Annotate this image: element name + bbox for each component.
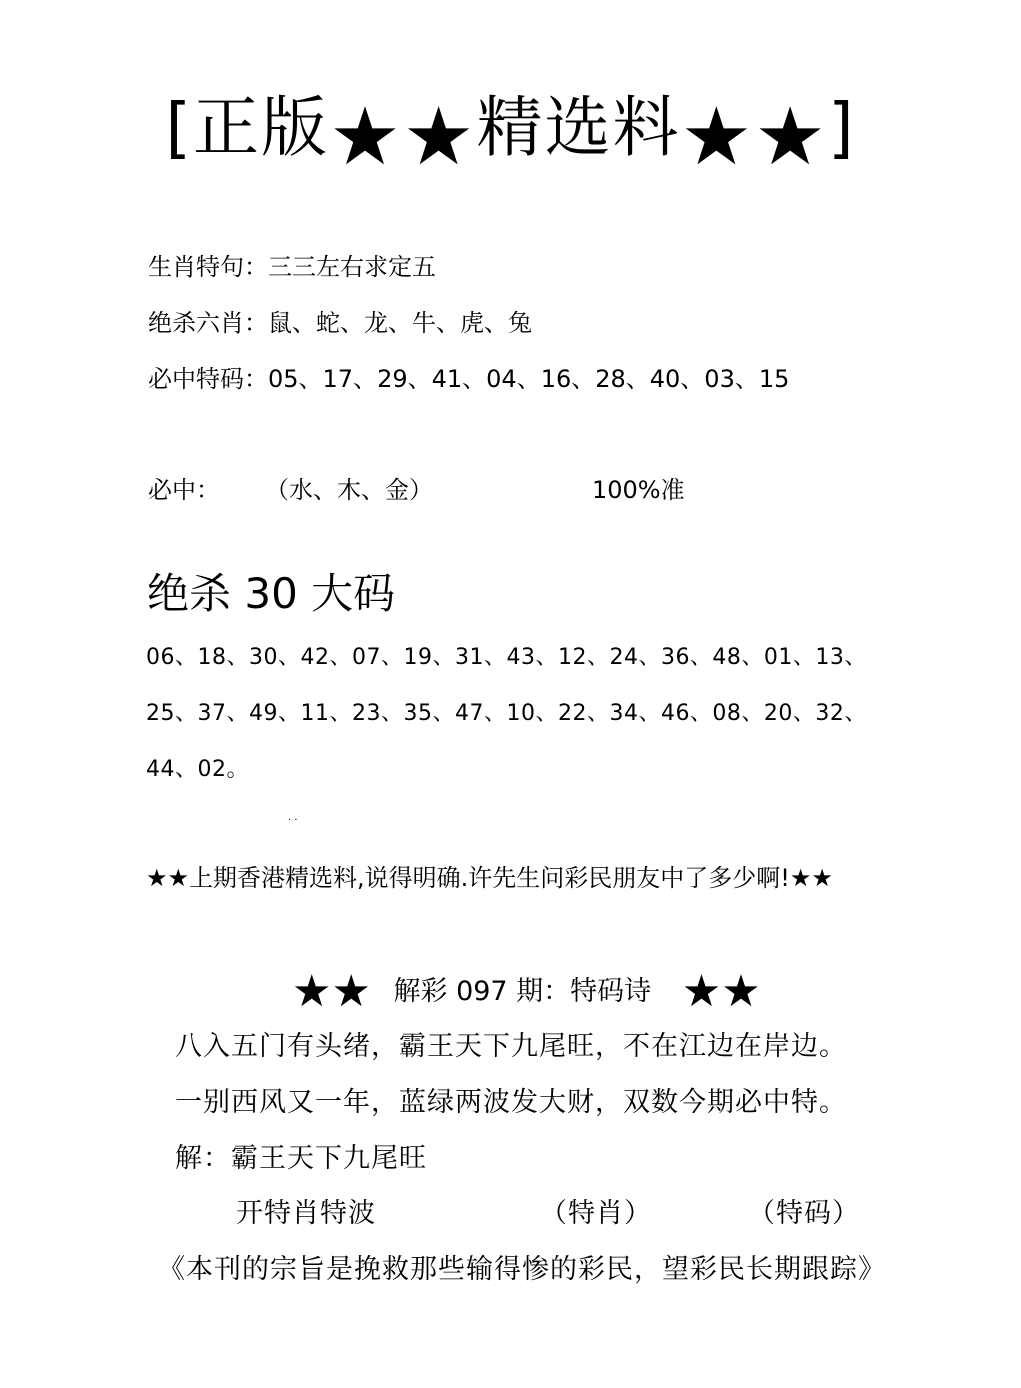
issue-title [292, 966, 761, 1017]
dots: . . [288, 812, 298, 823]
star-icon: ★★ [292, 966, 371, 1017]
poem-line-2: 一别西风又一年，蓝绿两波发大财，双数今期必中特。 [175, 1087, 847, 1118]
special-zodiac: （特肖） [540, 1198, 652, 1229]
star-icon: ★★ [681, 966, 761, 1017]
star-icon: ★ [754, 90, 828, 183]
title-close: ] [827, 89, 856, 166]
kill30-line1: 06、18、30、42、07、19、31、43、12、24、36、48、01、13、 [146, 645, 867, 670]
star-icon: ★ [329, 90, 403, 183]
last-issue-note: ★★上期香港精选料,说得明确.许先生问彩民朋友中了多少啊!★★ [146, 864, 833, 892]
kill30-line2: 25、37、49、11、23、35、47、10、22、34、46、08、20、32、 [146, 701, 867, 726]
title-open: [正版 [165, 89, 330, 166]
open-label: 开特肖特波 [236, 1198, 376, 1229]
page-title [0, 89, 1021, 183]
must-hit-elements: （水、木、金） [265, 476, 433, 504]
star-icon: ★ [402, 90, 477, 183]
issue-title-text: 解彩 097 期：特码诗 [393, 976, 652, 1007]
star-icon: ★ [680, 90, 755, 183]
special-code: （特码） [748, 1198, 860, 1229]
must-hit-accuracy: 100%准 [592, 476, 685, 504]
kill30-line3: 44、02。 [146, 757, 249, 782]
poem-explain: 解：霸王天下九尾旺 [175, 1143, 427, 1174]
must-hit-codes: 必中特码：05、17、29、41、04、16、28、40、03、15 [148, 365, 790, 393]
title-middle: 精选料 [476, 89, 681, 166]
motto: 《本刊的宗旨是挽救那些输得惨的彩民，望彩民长期跟踪》 [158, 1254, 886, 1285]
kill-six-zodiac: 绝杀六肖：鼠、蛇、龙、牛、虎、兔 [148, 309, 532, 337]
zodiac-phrase: 生肖特句：三三左右求定五 [148, 253, 436, 281]
poem-line-1: 八入五门有头绪，霸王天下九尾旺，不在江边在岸边。 [175, 1031, 847, 1062]
kill30-heading: 绝杀 30 大码 [147, 569, 396, 618]
must-hit-label: 必中： [148, 476, 220, 504]
